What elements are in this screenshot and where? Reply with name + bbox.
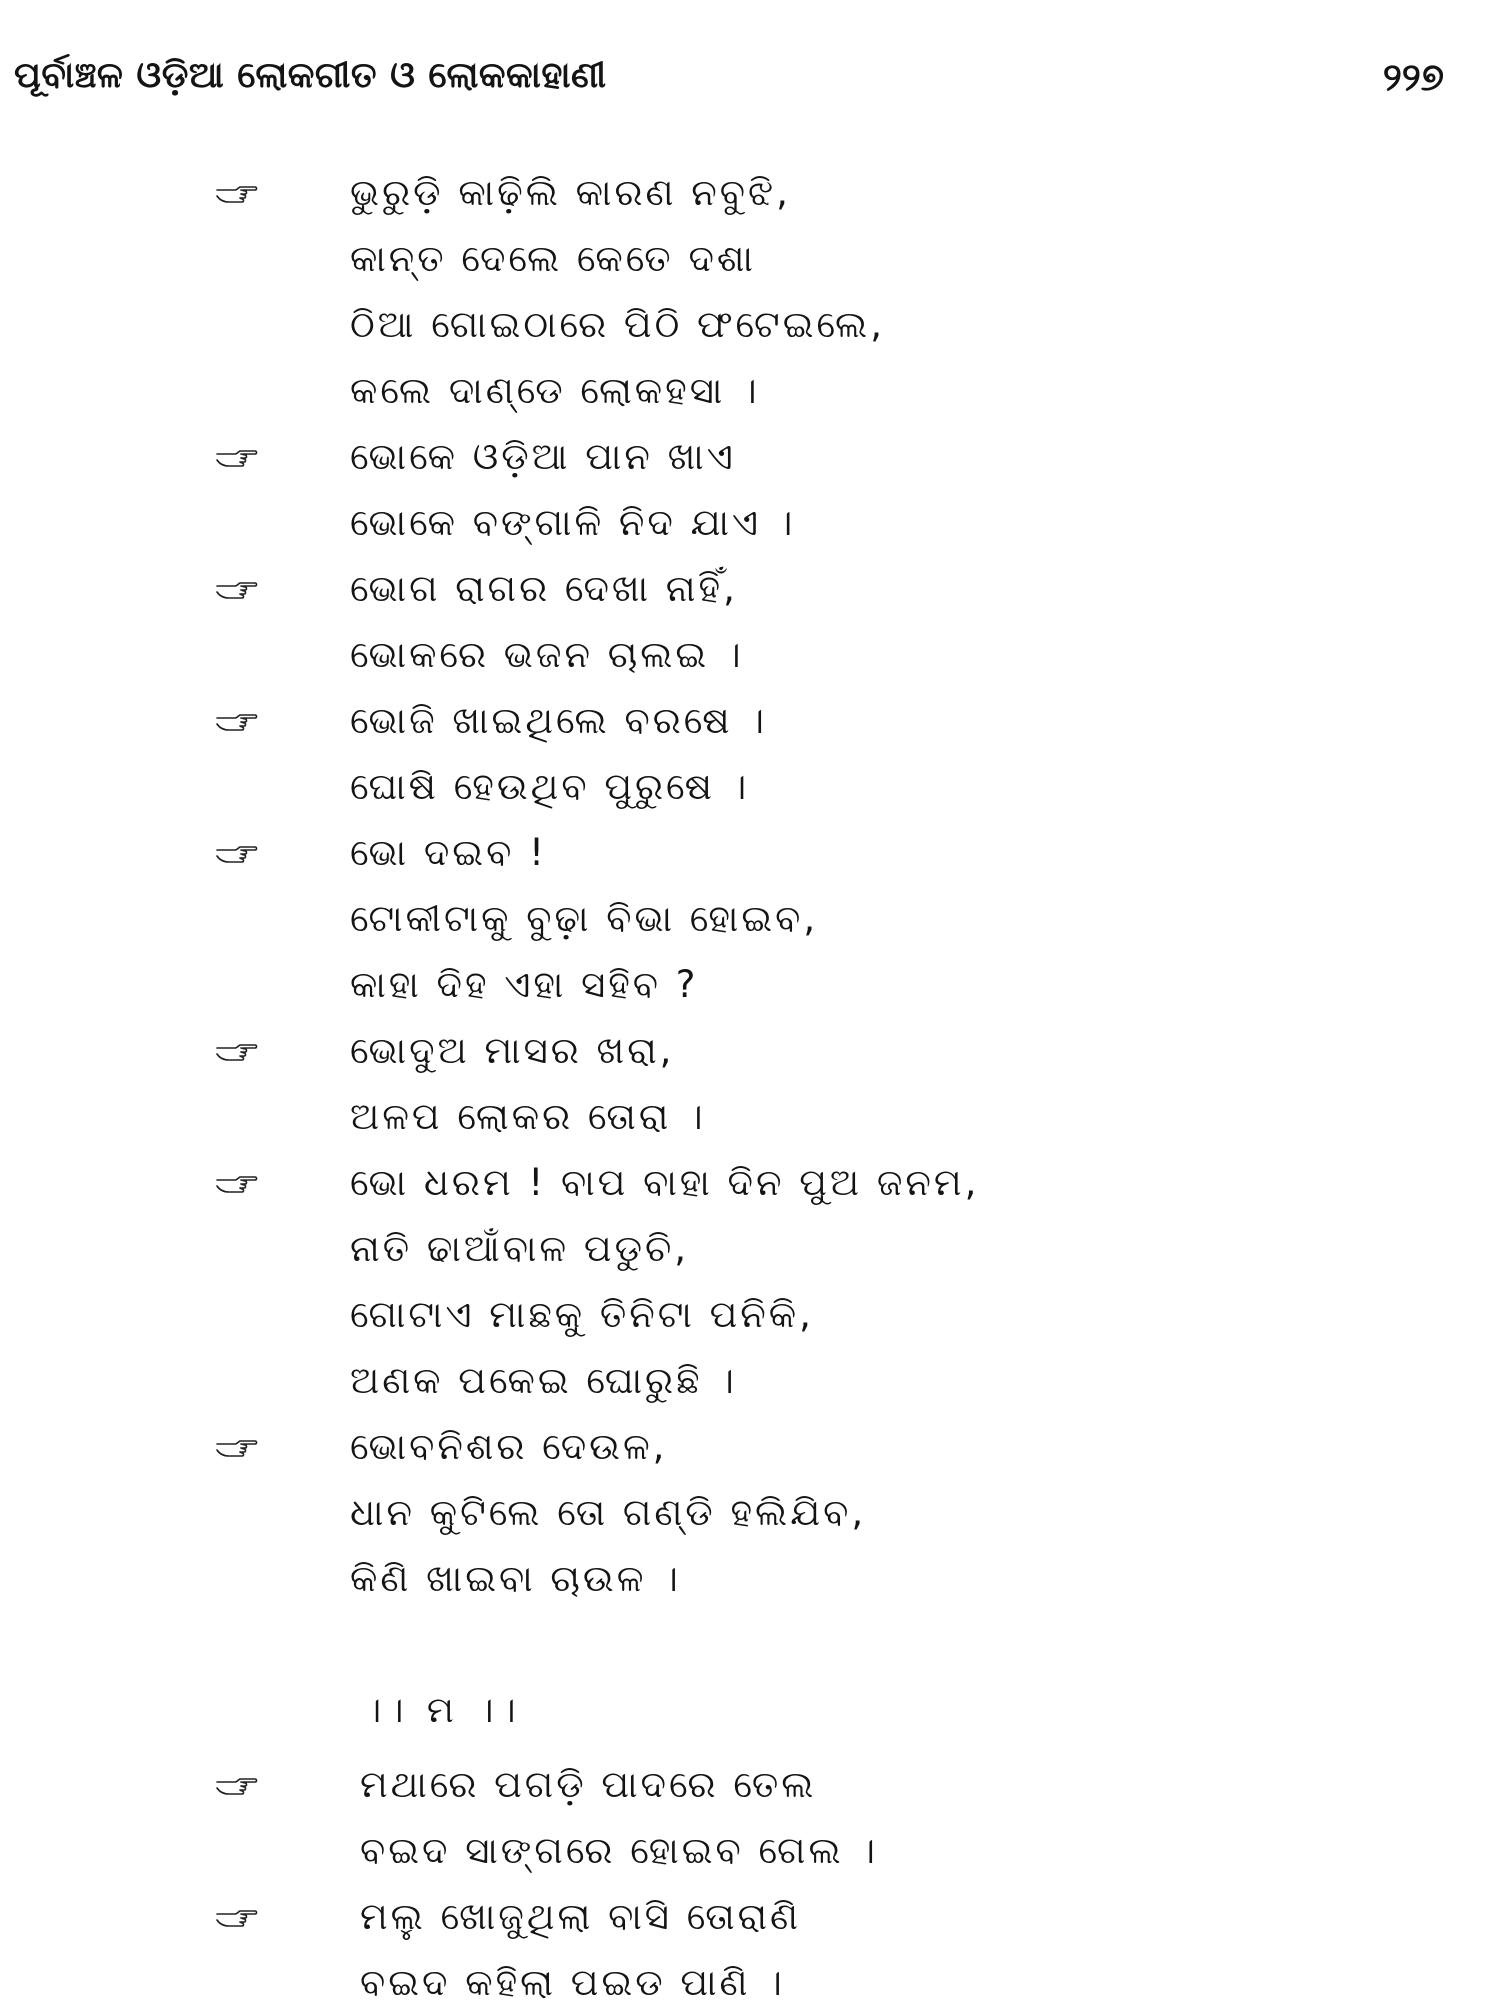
proverb-text: ଧାନ କୁଟିଲେ ତୋ ଗଣ୍ଡି ହଲିଯିବ, [350, 1491, 867, 1534]
page-number: ୨୨୭ [1382, 55, 1444, 99]
proverb-text: ଘୋଷି ହେଉଥିବ ପୁରୁଷେ । [350, 765, 750, 808]
proverb-line [0, 1950, 1500, 2016]
proverb-text: ଭୋଦୁଅ ମାସର ଖରା, [350, 1029, 675, 1072]
proverb-entry [0, 160, 1500, 424]
proverb-entry [0, 1018, 1500, 1150]
proverb-text: ଭୋକରେ ଭଜନ ଚାଲଇ । [350, 633, 744, 676]
proverb-line [0, 1414, 1500, 1480]
proverb-text: ଗୋଟାଏ ମାଛକୁ ତିନିଟା ପନିକି, [350, 1293, 814, 1336]
proverb-line [0, 1818, 1500, 1884]
proverb-entry [0, 556, 1500, 688]
proverb-text: ମଲୁ ଖୋଜୁଥିଲା ବାସି ତୋରାଣି [360, 1895, 802, 1938]
proverb-line [0, 1348, 1500, 1414]
proverb-text: ଠିଆ ଗୋଇଠାରେ ପିଠି ଫଟେଇଲେ, [350, 303, 885, 346]
proverb-text: ଭୋକେ ବଙ୍ଗାଳି ନିଦ ଯାଏ । [350, 501, 796, 544]
proverb-line [0, 1282, 1500, 1348]
pointing-hand-icon [215, 1752, 273, 1818]
proverb-line [0, 1084, 1500, 1150]
proverb-text: ଭୋଜି ଖାଇଥିଲେ ବରଷେ । [350, 699, 768, 742]
proverb-line [0, 1752, 1500, 1818]
proverb-text: ଭୋ ଦଇବ ! [350, 831, 547, 874]
proverb-text: ଟୋକୀଟାକୁ ବୁଢ଼ା ବିଭା ହୋଇବ, [350, 897, 819, 940]
pointing-hand-icon [215, 1018, 273, 1084]
proverb-line [0, 1216, 1500, 1282]
proverb-entry [0, 1414, 1500, 1612]
proverb-line [0, 820, 1500, 886]
proverb-entry [0, 1150, 1500, 1414]
book-title: ପୂର୍ବାଞ୍ଚଳ ଓଡ଼ିଆ ଲୋକଗୀତ ଓ ଲୋକକାହାଣୀ [14, 55, 607, 96]
proverb-line [0, 490, 1500, 556]
pointing-hand-icon [215, 688, 273, 754]
proverb-line [0, 952, 1500, 1018]
proverb-text: ଅଣକ ପକେଇ ଘୋରୁଛି । [350, 1359, 737, 1402]
proverb-text: କଲେ ଦାଣ୍ଡେ ଲୋକହସା । [350, 369, 760, 412]
proverb-line [0, 1546, 1500, 1612]
proverb-line [0, 160, 1500, 226]
proverb-line [0, 424, 1500, 490]
pointing-hand-icon [215, 1414, 273, 1480]
proverb-line [0, 1480, 1500, 1546]
proverb-text: ବଇଦ ସାଙ୍ଗରେ ହୋଇବ ଗେଲ । [360, 1829, 879, 1872]
proverb-list [0, 160, 1500, 2016]
pointing-hand-icon [215, 1150, 273, 1216]
proverb-line [0, 1018, 1500, 1084]
proverb-line [0, 226, 1500, 292]
proverb-entry [0, 1752, 1500, 1884]
proverb-text: ଭୋ ଧରମ ! ବାପ ବାହା ଦିନ ପୁଅ ଜନମ, [350, 1161, 980, 1204]
proverb-text: ଭୋଗ ରାଗର ଦେଖା ନାହିଁ, [350, 567, 738, 610]
pointing-hand-icon [215, 160, 273, 226]
proverb-entry [0, 1884, 1500, 2016]
proverb-line [0, 1884, 1500, 1950]
proverb-text: ଅଳପ ଲୋକର ତୋରା । [350, 1095, 706, 1138]
proverb-line [0, 886, 1500, 952]
proverb-text: ବଇଦ କହିଲା ପଇଡ ପାଣି । [360, 1961, 785, 2004]
proverb-line [0, 556, 1500, 622]
proverb-text: କାନ୍ତ ଦେଲେ କେତେ ଦଶା [350, 237, 756, 280]
proverb-line [0, 1150, 1500, 1216]
proverb-text: କାହା ଦିହ ଏହା ସହିବ ? [350, 963, 699, 1006]
proverb-line [0, 622, 1500, 688]
section-heading: ।। ମ ।। [365, 1690, 522, 1731]
pointing-hand-icon [215, 424, 273, 490]
page-header [14, 55, 1444, 115]
proverb-entry [0, 424, 1500, 556]
proverb-line [0, 688, 1500, 754]
proverb-text: ଭୋକେ ଓଡ଼ିଆ ପାନ ଖାଏ [350, 435, 736, 478]
proverb-entry [0, 688, 1500, 820]
proverb-line [0, 754, 1500, 820]
proverb-line [0, 358, 1500, 424]
proverb-text: ଭୋବନିଶର ଦେଉଳ, [350, 1425, 668, 1468]
proverb-text: ନାତି ଢାଆଁବାଳ ପଡୁଚି, [350, 1227, 690, 1270]
proverb-entry [0, 820, 1500, 1018]
proverb-text: ମଥାରେ ପଗଡ଼ି ପାଦରେ ତେଲ [360, 1763, 817, 1806]
proverb-line [0, 292, 1500, 358]
proverb-text: କିଣି ଖାଇବା ଚାଉଳ । [350, 1557, 681, 1600]
pointing-hand-icon [215, 1884, 273, 1950]
proverb-text: ଭୁରୁଡ଼ି କାଢ଼ିଲି କାରଣ ନବୁଝି, [350, 171, 791, 214]
pointing-hand-icon [215, 556, 273, 622]
pointing-hand-icon [215, 820, 273, 886]
